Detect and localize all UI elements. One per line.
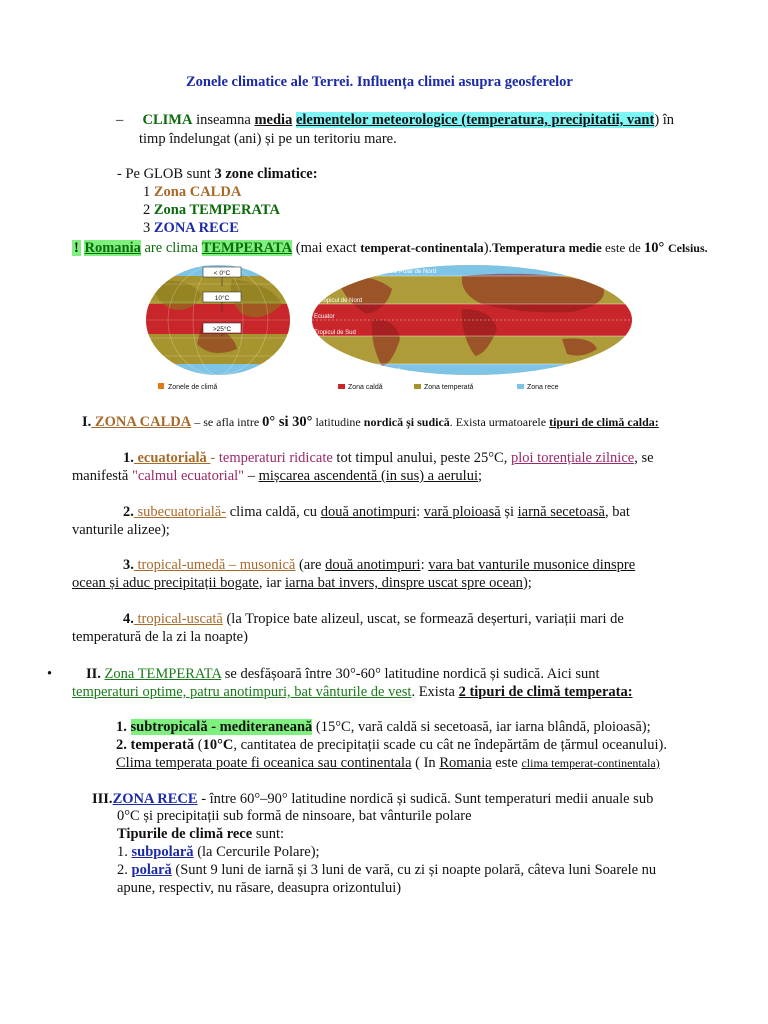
- svg-text:Zonele de climă: Zonele de climă: [168, 384, 218, 391]
- calda-item-ecuatoriala-line2: manifestă "calmul ecuatorial" – mișcarea ascendentă (in sus) a aerului;: [72, 468, 483, 484]
- clima-term: CLIMA: [142, 112, 193, 128]
- legend-calda-swatch: [338, 384, 345, 389]
- section-zona-temperata-line1: II. Zona TEMPERATA se desfășoară între 30°-60° latitudine nordică și sudică. Aici sunt: [86, 666, 600, 682]
- zone-item-temperata: 2 Zona TEMPERATA: [143, 202, 280, 218]
- calda-item-subecuatoriala-line2: vanturile alizee);: [72, 522, 170, 538]
- svg-text:10°C: 10°C: [214, 295, 230, 302]
- clima-definition-line2: timp îndelungat (ani) și pe un teritoriu mare.: [139, 131, 397, 147]
- clima-definition-line1: – CLIMA inseamna media elementelor meteorologice (temperatura, precipitatii, vant) în: [116, 112, 675, 128]
- temperata-item-subtropicala: 1. subtropicală - mediteraneană (15°C, vară caldă si secetoasă, iar iarna blândă, ploioasă);: [116, 719, 651, 735]
- temperata-item-temperata-line2: Clima temperata poate fi oceanica sau continentala ( In Romania este clima temperat-continentala): [116, 755, 660, 771]
- rece-item-subpolara: 1. subpolară (la Cercurile Polare);: [117, 844, 320, 860]
- svg-text:< 0°C: < 0°C: [213, 270, 231, 277]
- media-word: media: [254, 112, 293, 128]
- legend-temperata-swatch: [414, 384, 421, 389]
- map-legend: [158, 383, 559, 391]
- svg-text:>25°C: >25°C: [212, 326, 232, 333]
- section-zona-rece-line1: III.ZONA RECE - între 60°–90° latitudine nordică și sudică. Sunt temperaturi medii anuale sub: [92, 791, 654, 807]
- romania-temperata: TEMPERATA: [201, 240, 293, 256]
- world-map: [302, 264, 632, 376]
- calda-item-ecuatoriala-line1: 1. ecuatorială - temperaturi ridicate tot timpul anului, peste 25°C, ploi torențiale zilnice, se: [123, 450, 654, 466]
- page-title: Zonele climatice ale Terrei. Influența climei asupra geosferelor: [186, 74, 573, 90]
- dash-bullet: –: [116, 112, 124, 128]
- section-zona-temperata-line2: temperaturi optime, patru anotimpuri, bat vânturile de vest. Exista 2 tipuri de climă temperata:: [72, 684, 633, 700]
- svg-text:Zona caldă: Zona caldă: [348, 384, 383, 391]
- bullet-dot: •: [47, 666, 53, 682]
- label-cercul-polar-sud: Cercul Polar de Sud: [346, 368, 400, 374]
- exclamation-mark: !: [74, 240, 79, 256]
- romania-name: Romania: [84, 240, 141, 256]
- rece-item-polara-line1: 2. polară (Sunt 9 luni de iarnă și 3 luni de vară, cu zi și noapte polară, câteva luni Soarele nu: [117, 862, 657, 878]
- legend-key-icon: [158, 383, 164, 389]
- temperata-item-temperata-line1: 2. temperată (10°C, cantitatea de precipitații scade cu cât ne îndepărtăm de țărmul oceanului).: [116, 737, 667, 753]
- label-tropicul-sud: Tropicul de Sud: [314, 330, 356, 336]
- label-tropicul-nord: Tropicul de Nord: [318, 298, 363, 304]
- world-cold-north: [302, 264, 632, 276]
- calda-item-subecuatoriala-line1: 2. subecuatorială- clima caldă, cu două anotimpuri: vară ploioasă și iarnă secetoasă, bat: [123, 504, 630, 520]
- romania-climate-line: ! Romania are clima TEMPERATA (mai exact temperat-continentala).Temperatura medie este de 10° Celsius.: [74, 240, 708, 256]
- calda-item-tropical-uscata-line1: 4. tropical-uscată (la Tropice bate alizeul, uscat, se formează deșerturi, variații mari de: [123, 611, 624, 627]
- rece-item-polara-line2: apune, respectiv, nu răsare, deasupra orizontului): [117, 880, 402, 896]
- climate-zones-map: [142, 264, 632, 396]
- rece-types-heading: Tipurile de climă rece sunt:: [117, 826, 285, 842]
- section-zona-calda-heading: I. ZONA CALDA – se afla intre 0° si 30° latitudine nordică și sudică. Exista urmatoarele tipuri de climă calda:: [82, 414, 659, 430]
- label-ecuator: Ecuator: [314, 314, 335, 320]
- svg-text:Zona temperată: Zona temperată: [424, 384, 474, 391]
- zone-item-calda: 1 Zona CALDA: [143, 184, 242, 200]
- calda-item-musonica-line2: ocean și aduc precipitații bogate, iar iarna bat invers, dinspre uscat spre ocean);: [72, 575, 532, 591]
- calda-item-musonica-line1: 3. tropical-umedă – musonică (are două anotimpuri: vara bat vanturile musonice dinspre: [123, 557, 636, 573]
- zones-intro: - Pe GLOB sunt 3 zone climatice:: [117, 166, 318, 182]
- calda-item-tropical-uscata-line2: temperatură de la zi la noapte): [72, 629, 248, 645]
- label-cercul-polar-nord: Cercul Polar de Nord: [380, 269, 437, 275]
- zone-item-rece: 3 ZONA RECE: [143, 220, 239, 236]
- legend-rece-swatch: [517, 384, 524, 389]
- section-zona-rece-line2: 0°C și precipitații sub formă de ninsoare, bat vânturile polare: [117, 808, 472, 824]
- clima-elements-highlight: elementelor meteorologice (temperatura, precipitatii, vant: [295, 112, 655, 128]
- svg-text:Zona rece: Zona rece: [527, 384, 559, 391]
